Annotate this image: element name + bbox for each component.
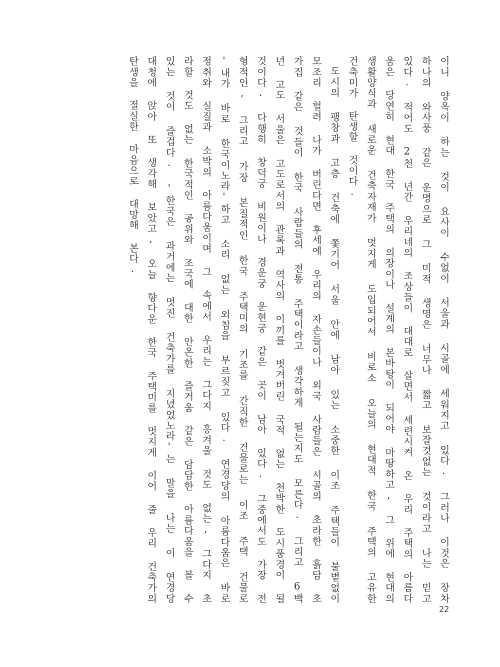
paragraph-2: 도시의 팽창과 고층 건축에 쫓기어 서울 안에 남아 있는 소중한 이조 주택들이 불볕없이 모조리 헐려 나가 버린다면 후세에 우리의 자손들이나 외국 사람들은 시골의 초라한 흙담 초가집 같은 것들이 한국 사람들의 전통 주택이라고 생각하게 될는지도 모른다. 그리고 6백 년 고도 서울은 고도로서의 관록과 역사의 이끼를 벗겨버린 국적 없는 천박한 도시풍경이 될 것이다. 다행히 창덕궁 비원이나 경운궁 운현궁 같은 곳이 남아 있다. 그중에서도 가장 전형적인, 그리고 가장 본질적인 한국 주택미의 기조를 간직한 건물로는 이조 주택 건물로 '내가 바로 한국이노라'하고 소리 없는 외침을 부르짖고 있다. 연경당의 아름다움은 바로 정취와 실질과 소박의 아름다움이며 그 속에서 우리는 그다지 흥겨울 것도 없는, 그다지 초라할 것도 없는 한국적인 공위와 조국에 대한 안온한 즐거움 같은 담담한 아름다움을 볼 수 있는 것이 즐겁다. '한국은 과거에는 멋진 건축가를 지녔었노라'는 말을 나는 이 연경당 대청에 앉아 또 생각해 보았고, 오늘 향다운 한국 주택미를 멋지게 이어 줄 우리 건축가의 탄생을 절실한 마음으로 대망해 본다. [126, 56, 340, 604]
page-number: 22 [439, 605, 450, 614]
paragraph-1: 이니 양옥이 하는 것이 요사이 수없이 서울과 시골에 세워지고 있다. 그러나 이것은 장차 하나의 와사풍 같은 운명으로 그 미적 생명은 너무나 짧고 보잘것없는 것이라고 나는 믿고 있다. 적어도 2천 년간 우리네의 조상들이 대대로 살면서 세련시켜 온 우리 주택의 아름다움은 당연히 현대 한국 주택의 의장이나 설계의 본바탕이 되어야 마땅하고, 그 위에 현대의 생활양식과 새로운 건축자재가 멋지게 도입되어서 비로소 오늘의 현대적 한국 주택의 고유한 건축미가 탄생할 것이다. [346, 56, 449, 604]
body-text [94, 56, 452, 604]
